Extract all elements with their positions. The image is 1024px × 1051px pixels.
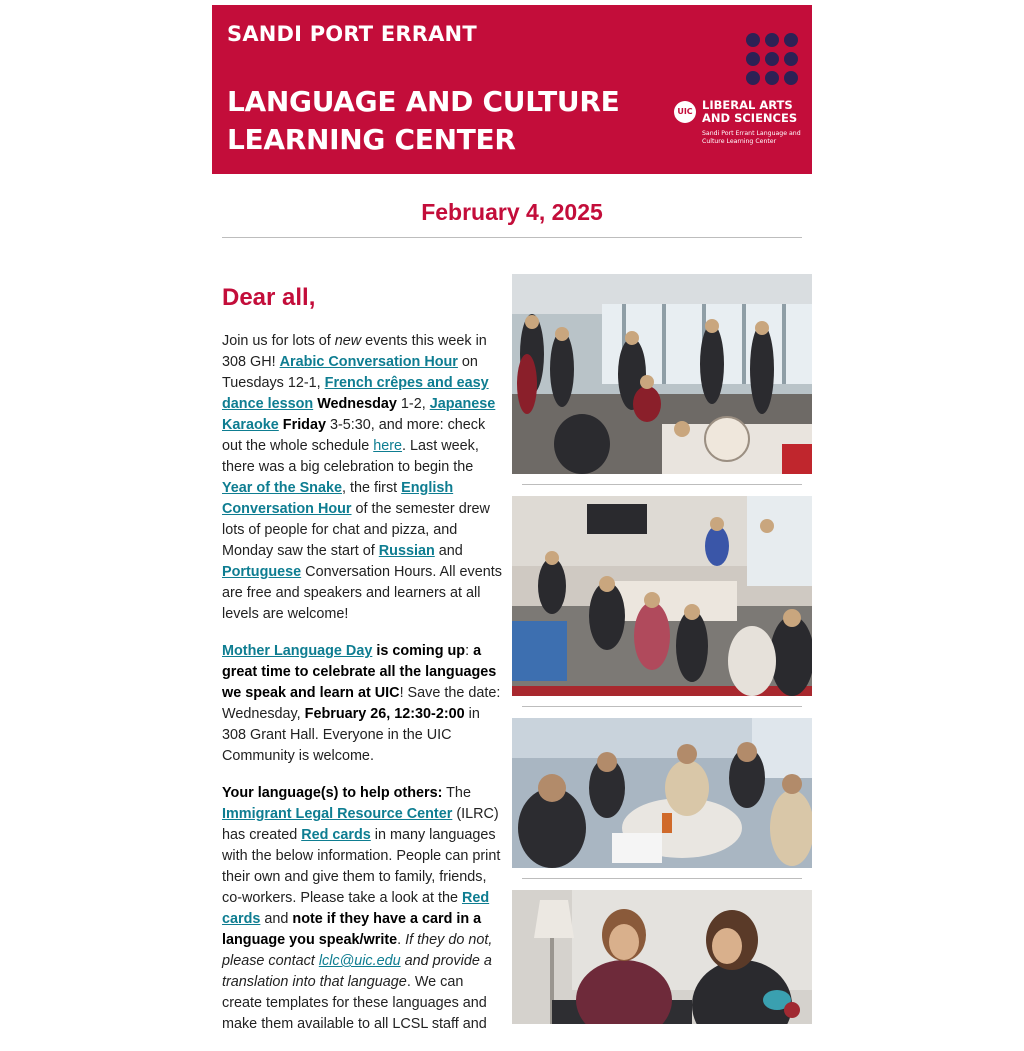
las-logo xyxy=(674,99,804,154)
paragraph-mother-language-day: Mother Language Day is coming up: a great time to celebrate all the languages we speak and learn at UIC! Save the date: Wednesday, February 26, 12:30-2:00 in 308 Grant Hall. Everyone in the UIC Community is welcome. xyxy=(222,643,501,764)
org-name: SANDI PORT ERRANT xyxy=(227,22,477,46)
logo-line2: AND SCIENCES xyxy=(702,111,798,125)
link-red-cards-2[interactable]: Red cards xyxy=(222,890,490,927)
newsletter-date: February 4, 2025 xyxy=(421,199,603,225)
greeting-heading: Dear all, xyxy=(222,284,316,311)
link-portuguese[interactable]: Portuguese xyxy=(222,564,302,580)
photo-divider xyxy=(522,878,802,879)
link-mother-language-day[interactable]: Mother Language Day xyxy=(222,643,373,659)
body-text-column xyxy=(222,331,502,1051)
link-french-crepes[interactable]: French crêpes and easy dance lesson xyxy=(222,375,489,412)
banner-title-line1: LANGUAGE AND CULTURE xyxy=(227,85,620,118)
link-english-conversation-hour[interactable]: English Conversation Hour xyxy=(222,480,454,517)
link-red-cards[interactable]: Red cards xyxy=(301,827,371,843)
paragraph-events: Join us for lots of new events this week in 308 GH! Arabic Conversation Hour on Tuesdays 12-1, French crêpes and easy dance lesson Wednesday 1-2, Japanese Karaoke Friday 3-5:30, and more: check out the whole schedule here. Last week, there was a big celebration to begin the Year of the Snake, the first English Conversation Hour of the semester drew lots of people for chat and pizza, and Monday saw the start of Russian and Portuguese Conversation Hours. All events are free and speakers and learners at all levels are welcome! xyxy=(222,333,502,622)
link-arabic-conversation-hour[interactable]: Arabic Conversation Hour xyxy=(279,354,458,370)
banner-title-line2: LEARNING CENTER xyxy=(227,123,516,156)
link-russian[interactable]: Russian xyxy=(378,543,435,559)
link-ilrc[interactable]: Immigrant Legal Resource Center xyxy=(222,806,453,822)
link-year-of-the-snake[interactable]: Year of the Snake xyxy=(222,480,342,496)
photo-divider xyxy=(522,484,802,485)
photo-conversation-tables xyxy=(512,496,812,696)
photo-divider xyxy=(522,706,802,707)
dot-grid-logo xyxy=(746,33,800,87)
header-banner xyxy=(212,5,812,174)
logo-line1: LIBERAL ARTS xyxy=(702,98,793,112)
photo-students-table xyxy=(512,718,812,868)
logo-subtitle: Sandi Port Errant Language and Culture Learning Center xyxy=(702,130,801,145)
photo-two-students xyxy=(512,890,812,1024)
paragraph-red-cards: Your language(s) to help others: The Immigrant Legal Resource Center (ILRC) has created Red cards in many languages with the below information. People can print their own and give them to family, friends, co-workers. Please take a look at the Red cards and note if they have a card in a language you speak/write. If they do not, please contact lclc@uic.edu and provide a translation into that language. We can create templates for these languages and make them available to all LCSL staff and xyxy=(222,785,501,1032)
photo-celebration xyxy=(512,274,812,474)
divider xyxy=(222,237,802,238)
link-japanese-karaoke[interactable]: Japanese Karaoke xyxy=(222,396,496,433)
uic-logo-mark: UIC xyxy=(674,101,696,123)
link-email-lclc[interactable]: lclc@uic.edu xyxy=(318,953,401,969)
link-schedule-here[interactable]: here xyxy=(373,438,403,454)
